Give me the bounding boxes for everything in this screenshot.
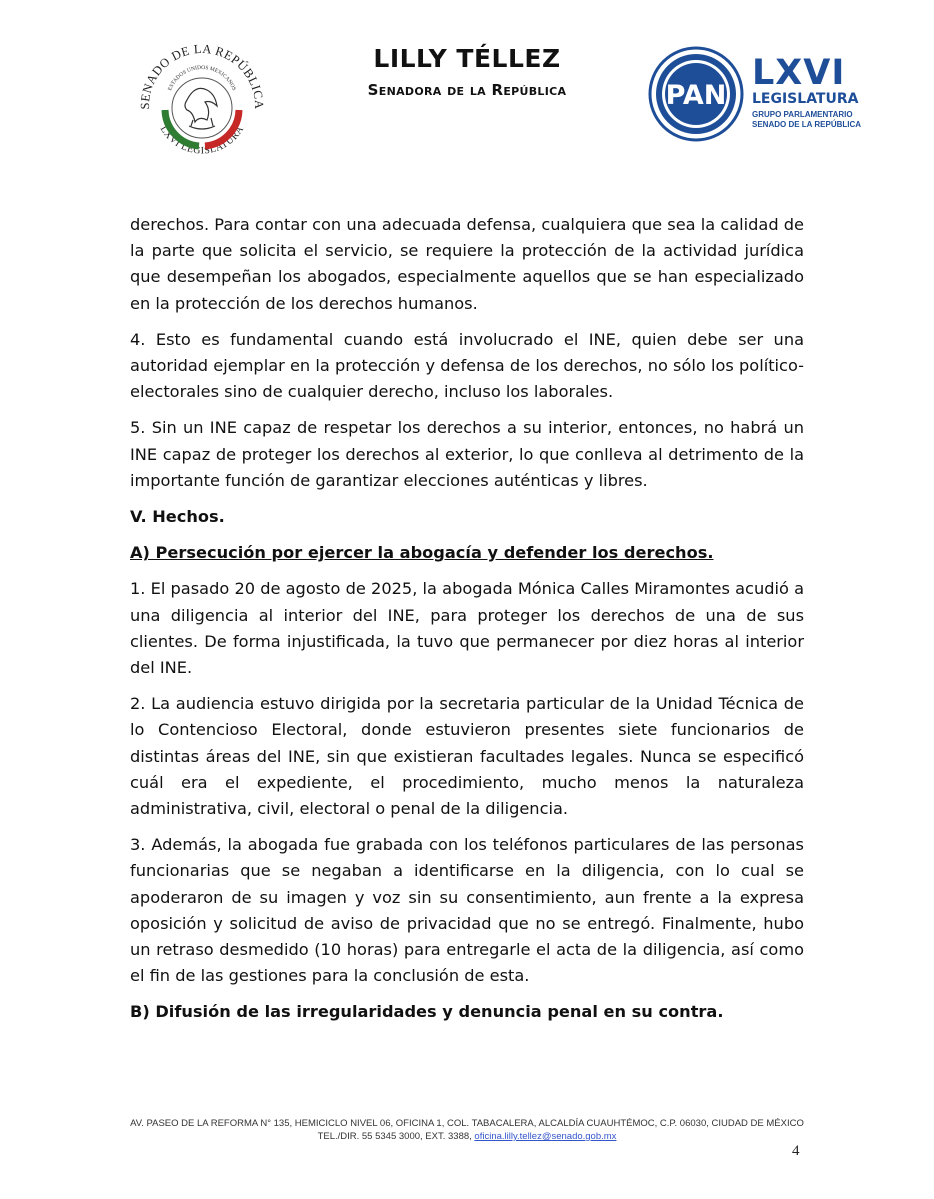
fact-paragraph: 1. El pasado 20 de agosto de 2025, la abogada Mónica Calles Miramontes acudió a una diligencia al interior del INE, para proteger los derechos de una de sus clientes. De forma injustificada, la tuvo que permanecer por diez horas al interior del INE. bbox=[130, 579, 804, 678]
svg-text:SENADO DE LA REPÚBLICA bbox=[138, 42, 266, 110]
page-footer bbox=[60, 1117, 874, 1143]
senate-seal-logo bbox=[135, 40, 269, 172]
subsection-heading-b: B) Difusión de las irregularidades y denuncia penal en su contra. bbox=[130, 1002, 724, 1022]
footer-email-link[interactable]: oficina.lilly.tellez@senado.gob.mx bbox=[474, 1131, 617, 1142]
page-number: 4 bbox=[792, 1143, 800, 1159]
body-paragraph: 4. Esto es fundamental cuando está involucrado el INE, quien debe ser una autoridad ejemplar en la protección y defensa de los derechos, no sólo los político-electorales sino de cualquier derecho, incluso los laborales. bbox=[130, 329, 804, 402]
fact-paragraph: 2. La audiencia estuvo dirigida por la secretaria particular de la Unidad Técnica de lo Contencioso Electoral, donde estuvieron presentes siete funcionarios de distintas áreas del INE, sin que existieran facultades legales. Nunca se especificó cuál era el expediente, el procedimiento, mucho menos la naturaleza administrativa, civil, electoral o penal de la diligencia. bbox=[130, 694, 804, 819]
legislature-number: LXVI bbox=[752, 53, 846, 93]
footer-phone: TEL./DIR. 55 5345 3000, EXT. 3388, bbox=[317, 1131, 472, 1142]
footer-address: AV. PASEO DE LA REFORMA N° 135, HEMICICLO NIVEL 06, OFICINA 1, COL. TABACALERA, ALCALDÍA CUAUHTÉMOC, C.P. 06030, CIUDAD DE MÉXICO bbox=[130, 1118, 804, 1129]
legislature-badge bbox=[752, 55, 882, 130]
group-line-2: SENADO DE LA REPÚBLICA bbox=[752, 120, 862, 129]
seal-bottom-text: LXVI LEGISLATURA bbox=[157, 123, 247, 157]
section-heading: V. Hechos. bbox=[130, 507, 225, 527]
sender-header bbox=[300, 44, 634, 99]
legislature-label: LEGISLATURA bbox=[752, 91, 859, 107]
group-line-1: GRUPO PARLAMENTARIO bbox=[752, 110, 853, 119]
senator-name: LILLY TÉLLEZ bbox=[373, 44, 561, 73]
senator-title: Senadora de la República bbox=[367, 81, 567, 99]
seal-top-text: SENADO DE LA REPÚBLICA bbox=[137, 41, 267, 110]
subsection-heading-a: A) Persecución por ejercer la abogacía y defender los derechos. bbox=[130, 543, 714, 563]
body-paragraph: 5. Sin un INE capaz de respetar los derechos a su interior, entonces, no habrá un INE capaz de proteger los derechos al exterior, lo que conlleva al detrimento de la importante función de garantizar elecciones auténticas y libres. bbox=[130, 418, 804, 490]
pan-logo-text: PAN bbox=[665, 80, 727, 111]
body-paragraph: derechos. Para contar con una adecuada defensa, cualquiera que sea la calidad de la parte que solicita el servicio, se requiere la protección de la actividad jurídica que desempeñan los abogados, especialmente aquellos que se han especializado en la protección de los derechos humanos. bbox=[130, 215, 804, 313]
pan-party-logo bbox=[648, 46, 744, 142]
footer-contact bbox=[60, 1130, 874, 1143]
document-body bbox=[130, 212, 804, 1036]
seal-inner-text: ESTADOS UNIDOS MEXICANOS bbox=[167, 64, 237, 92]
fact-paragraph: 3. Además, la abogada fue grabada con los teléfonos particulares de las personas funcionarias que se negaban a identificarse en la diligencia, con lo cual se apoderaron de su imagen y voz sin su consentimiento, aun frente a la expresa oposición y solicitud de aviso de privacidad que no se entregó. Finalmente, hubo un retraso desmedido (10 horas) para entregarle el acta de la diligencia, así como el fin de las gestiones para la conclusión de esta. bbox=[130, 835, 804, 986]
